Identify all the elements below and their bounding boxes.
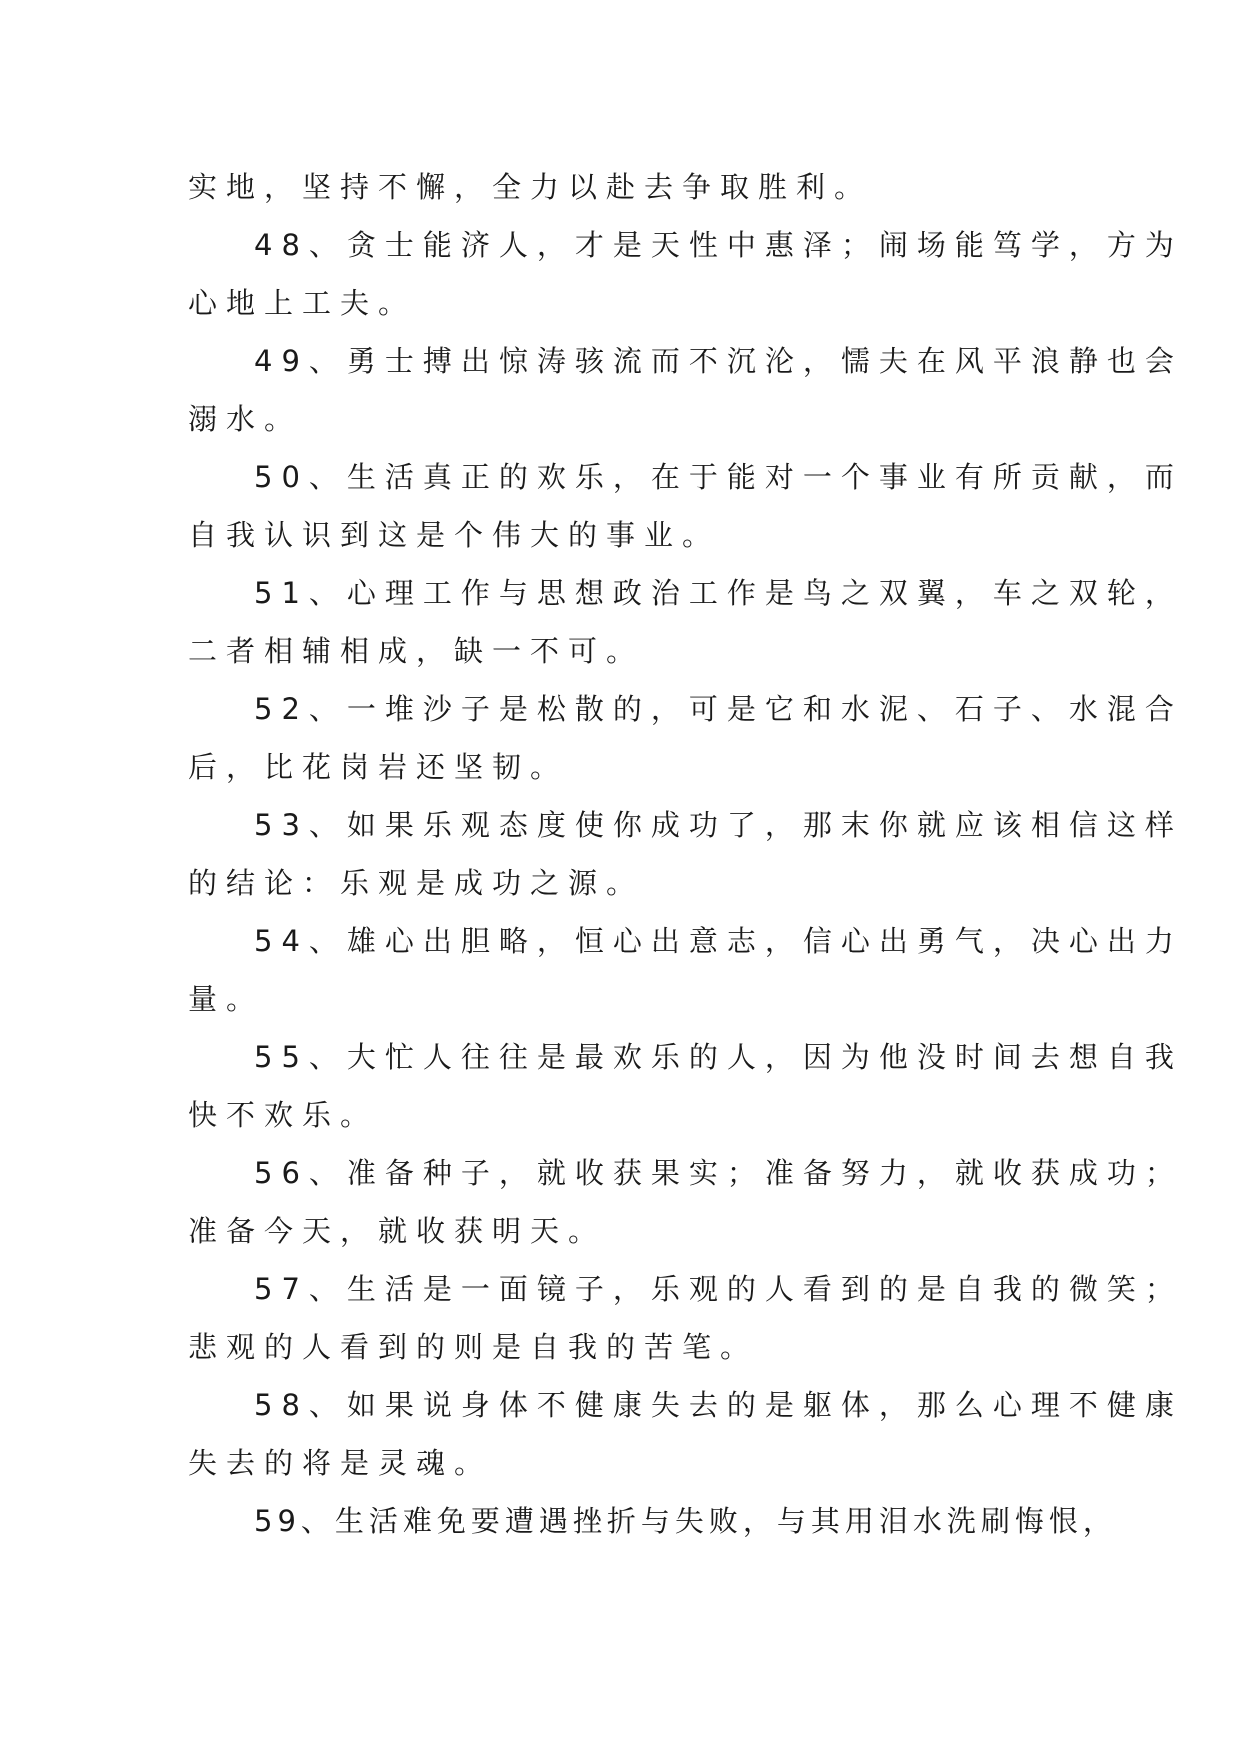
text-line: 实地，坚持不懈，全力以赴去争取胜利。: [188, 170, 873, 204]
text-line: 量。: [188, 982, 265, 1016]
text-line: 49、勇士搏出惊涛骇流而不沉沦，懦夫在风平浪静也会: [254, 344, 1183, 378]
text-line: 50、生活真正的欢乐，在于能对一个事业有所贡献，而: [254, 460, 1183, 494]
text-line: 53、如果乐观态度使你成功了，那末你就应该相信这样: [254, 808, 1183, 842]
text-line: 55、大忙人往往是最欢乐的人，因为他没时间去想自我: [254, 1040, 1183, 1074]
text-line: 51、心理工作与思想政治工作是鸟之双翼，车之双轮，: [254, 576, 1183, 610]
text-line: 心地上工夫。: [188, 286, 417, 320]
text-line: 59、生活难免要遭遇挫折与失败，与其用泪水洗刷悔恨，: [254, 1504, 1117, 1538]
text-line: 57、生活是一面镜子，乐观的人看到的是自我的微笑；: [254, 1272, 1183, 1306]
text-line: 54、雄心出胆略，恒心出意志，信心出勇气，决心出力: [254, 924, 1183, 958]
text-line: 后，比花岗岩还坚韧。: [188, 750, 569, 784]
text-line: 失去的将是灵魂。: [188, 1446, 493, 1480]
text-line: 52、一堆沙子是松散的，可是它和水泥、石子、水混合: [254, 692, 1183, 726]
text-line: 的结论：乐观是成功之源。: [188, 866, 645, 900]
document-body: [188, 158, 1183, 1550]
text-line: 快不欢乐。: [188, 1098, 379, 1132]
text-line: 溺水。: [188, 402, 303, 436]
text-line: 58、如果说身体不健康失去的是躯体，那么心理不健康: [254, 1388, 1183, 1422]
text-line: 48、贪士能济人，才是天性中惠泽；闹场能笃学，方为: [254, 228, 1183, 262]
text-line: 二者相辅相成，缺一不可。: [188, 634, 645, 668]
text-line: 准备今天，就收获明天。: [188, 1214, 607, 1248]
text-line: 56、准备种子，就收获果实；准备努力，就收获成功；: [254, 1156, 1183, 1190]
text-line: 悲观的人看到的则是自我的苦笔。: [188, 1330, 759, 1364]
text-line: 自我认识到这是个伟大的事业。: [188, 518, 721, 552]
